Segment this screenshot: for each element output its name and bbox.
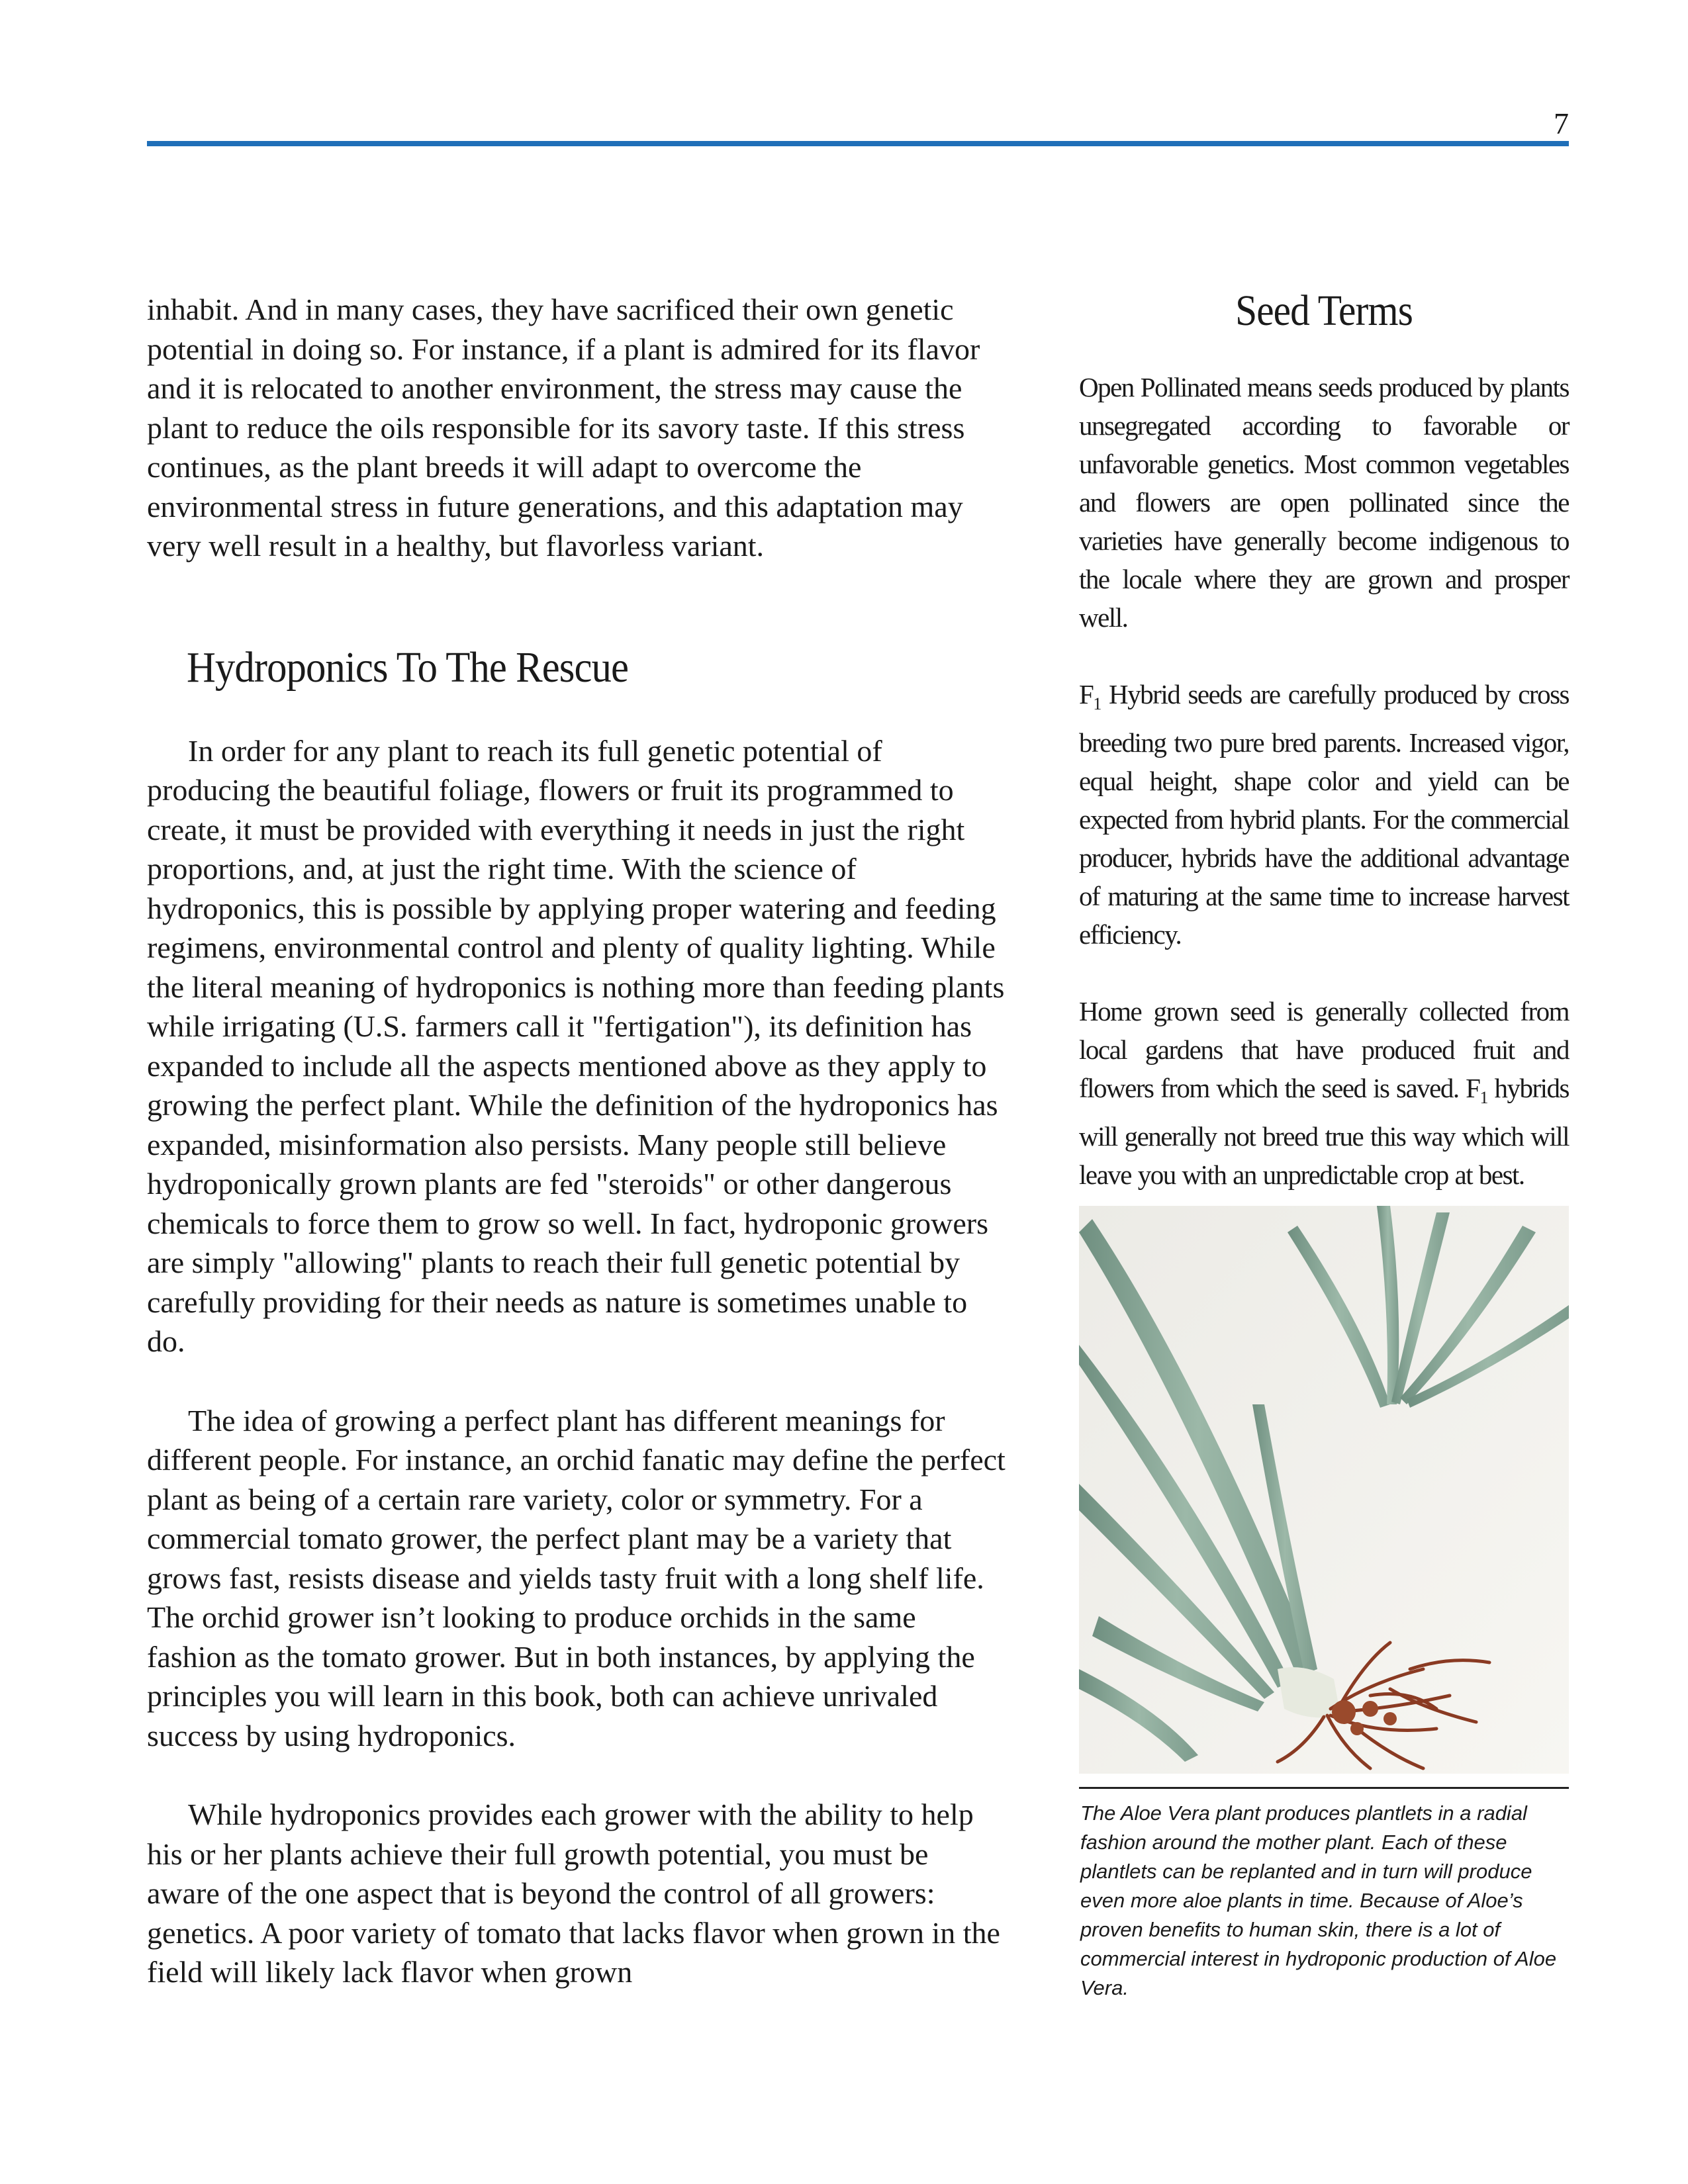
main-column xyxy=(147,290,1008,1992)
section-title: Hydroponics To The Rescue xyxy=(187,643,628,692)
term-text: Home grown seed is generally collected from local gardens that have produced fruit and flowers from which the seed is saved. F xyxy=(1079,996,1569,1104)
caption-rule xyxy=(1079,1787,1569,1789)
term-f1-hybrid xyxy=(1079,675,1569,954)
body-paragraph: inhabit. And in many cases, they have sacrificed their own genetic potential in doing so. For instance, if a plant is admired for its flavor and it is relocated to another environment, the stress may cause the plant to reduce the oils responsible for its savory taste. If this stress continues, as the plant breeds it will adapt to overcome the environmental stress in future generations, and this adaptation may very well result in a healthy, but flavorless variant. xyxy=(147,293,980,563)
body-paragraph: In order for any plant to reach its full genetic potential of producing the beautiful foliage, flowers or fruit its programmed to create, it must be provided with everything it needs in just the right proportions, and, at just the right time. With the science of hydroponics, this is possible by applying proper watering and feeding regimens, environmental control and plenty of quality lighting. While the literal meaning of hydroponics is nothing more than feeding plants while irrigating (U.S. farmers call it "fertigation"), its definition has expanded to include all the aspects mentioned above as they apply to growing the perfect plant. While the definition of the hydroponics has expanded, misinformation also persists. Many people still believe hydroponically grown plants are fed "steroids" or other dangerous chemicals to force them to grow so well. In fact, hydroponic growers are simply "allowing" plants to reach their full genetic potential by carefully providing for their needs as nature is sometimes unable to do. xyxy=(147,733,1005,1358)
aloe-vera-photo xyxy=(1079,1206,1569,1774)
seed-terms-sidebar xyxy=(1079,286,1569,1194)
f-letter: F xyxy=(1079,679,1094,709)
term-open-pollinated: Open Pollinated means seeds produced by plants unsegregated according to favorable or unfavorable genetics. Most common vegetables and flowers are open pollinated since the varieties have generally become indigenous to the locale where they are grown and prosper well. xyxy=(1079,372,1569,633)
body-paragraph: The idea of growing a perfect plant has different meanings for different people. For instance, an orchid fanatic may define the perfect plant as being of a certain rare variety, color or symmetry. For a commercial tomato grower, the perfect plant may be a variety that grows fast, resists disease and yields tasty fruit with a long shelf life. The orchid grower isn’t looking to produce orchids in the same fashion as the tomato grower. But in both instances, by applying the principles you will learn in this book, both can achieve unrivaled success by using hydroponics. xyxy=(147,1403,1006,1752)
term-text: Hybrid seeds are carefully produced by cross breeding two pure bred parents. Increased vigor, equal height, shape color and yield can be expected from hybrid plants. For the commercial producer, hybrids have the additional advantage of maturing at the same time to increase harvest efficiency. xyxy=(1079,679,1569,950)
subscript: 1 xyxy=(1479,1088,1487,1108)
page-number: 7 xyxy=(1554,107,1569,140)
header-rule xyxy=(147,141,1569,146)
body-paragraph: While hydroponics provides each grower with the ability to help his or her plants achieve their full growth potential, you must be aware of the one aspect that is beyond the control of all growers: genetics. A poor variety of tomato that lacks flavor when grown in the field will likely lack flavor when grown xyxy=(147,1797,1000,1989)
figure-caption: The Aloe Vera plant produces plantlets in a radial fashion around the mother plant. Each of these plantlets can be replanted and in turn will produce even more aloe plants in time. Because of Aloe’s proven benefits to human skin, there is a lot of commercial interest in hydroponic production of Aloe Vera. xyxy=(1080,1801,1557,1999)
term-home-grown xyxy=(1079,992,1569,1194)
term-text: hybrids will generally not breed true this way which will leave you with an unpredictable crop at best. xyxy=(1079,1073,1570,1191)
sidebar-title: Seed Terms xyxy=(1235,287,1413,335)
aloe-vera-illustration xyxy=(1079,1206,1569,1774)
subscript: 1 xyxy=(1093,694,1101,714)
